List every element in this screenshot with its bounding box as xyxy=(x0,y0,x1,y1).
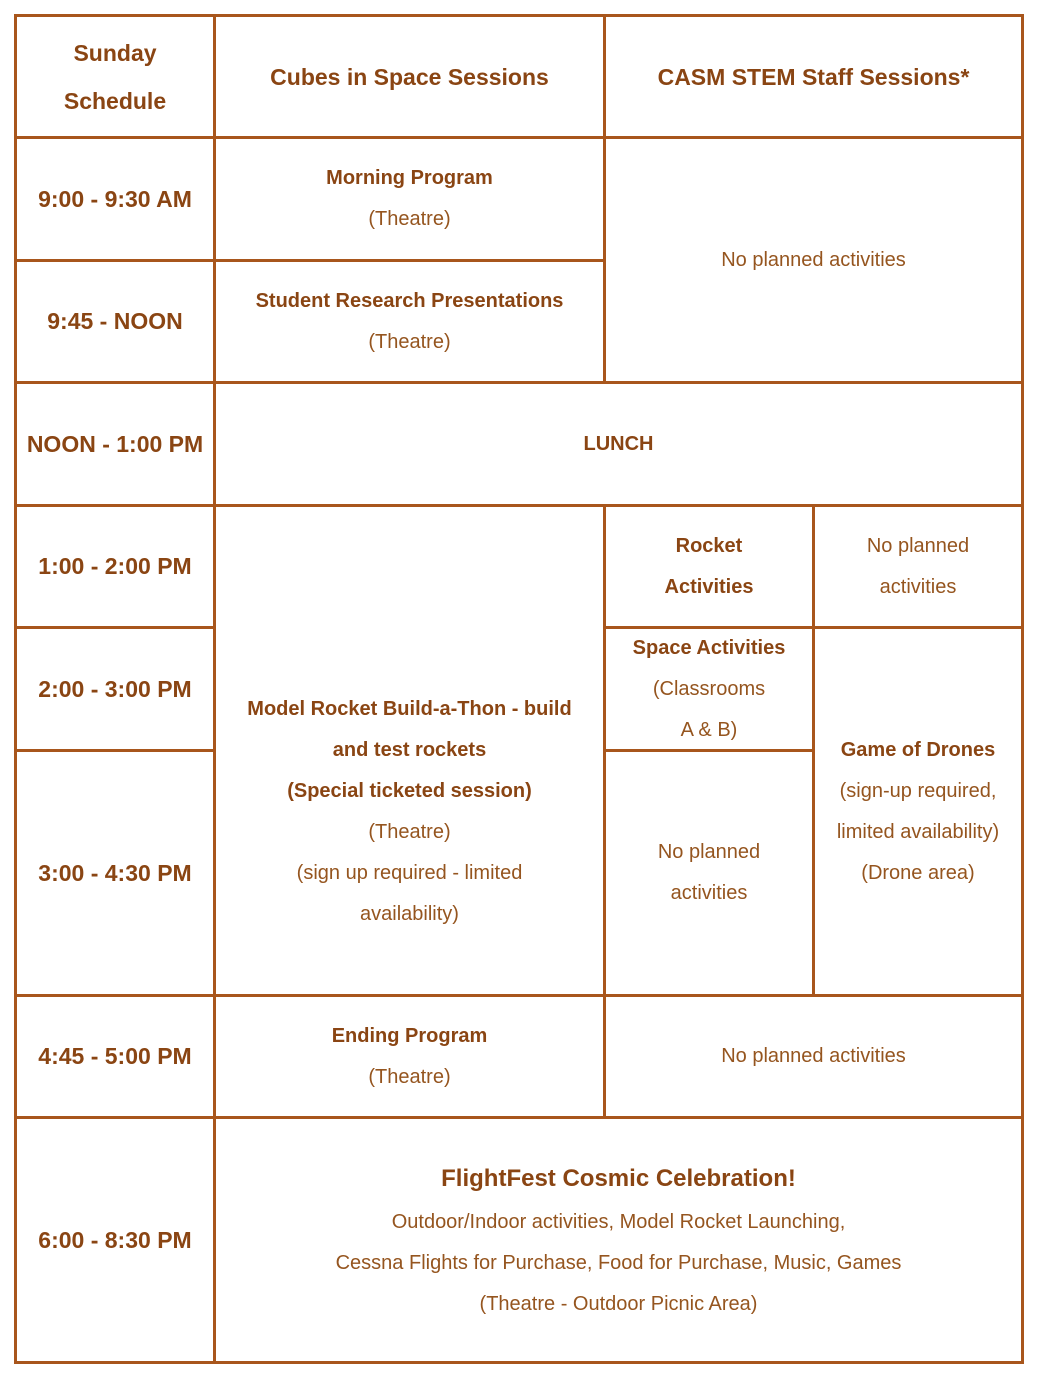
cell-flightfest xyxy=(216,1119,1021,1361)
no-planned-1pm-line-2: activities xyxy=(879,575,957,598)
cell-no-planned-3pm xyxy=(606,752,812,994)
time-600 xyxy=(17,1119,213,1361)
time-445-label: 4:45 - 5:00 PM xyxy=(38,1043,192,1069)
morning-program-location: (Theatre) xyxy=(368,208,451,230)
space-activities-location-line-1: (Classrooms xyxy=(652,677,766,700)
time-200-label: 2:00 - 3:00 PM xyxy=(38,675,192,702)
header-schedule-line-2: Schedule xyxy=(63,87,167,114)
model-rocket-title-line-1: Model Rocket Build-a-Thon - build xyxy=(247,697,572,720)
space-activities-title: Space Activities xyxy=(632,636,786,659)
time-300-label: 3:00 - 4:30 PM xyxy=(38,859,192,886)
game-of-drones-note-line-2: limited availability) xyxy=(836,820,1000,843)
no-planned-3pm-line-2: activities xyxy=(670,882,748,904)
rocket-activities-line-1: Rocket xyxy=(675,534,743,557)
time-900 xyxy=(17,139,213,259)
ending-program-location: (Theatre) xyxy=(368,1065,451,1088)
header-casm-label: CASM STEM Staff Sessions* xyxy=(657,63,970,90)
student-research-location: (Theatre) xyxy=(368,330,451,353)
header-schedule-line-1: Sunday xyxy=(73,39,157,66)
casm-no-planned-445-label: No planned activities xyxy=(721,1045,906,1067)
border-right xyxy=(1021,14,1024,1364)
cell-space-activities xyxy=(606,629,812,749)
cell-ending-program xyxy=(216,997,603,1116)
border-bottom xyxy=(14,1361,1024,1364)
time-445 xyxy=(17,997,213,1116)
header-casm-stem xyxy=(606,17,1021,136)
time-945 xyxy=(17,262,213,381)
flightfest-line-2: Cessna Flights for Purchase, Food for Purchase, Music, Games xyxy=(335,1251,902,1274)
flightfest-line-1: Outdoor/Indoor activities, Model Rocket Launching, xyxy=(391,1210,846,1233)
game-of-drones-note-line-1: (sign-up required, xyxy=(839,779,997,802)
cell-model-rocket-build-a-thon xyxy=(216,629,603,994)
time-noon xyxy=(17,384,213,504)
cell-no-planned-1pm xyxy=(815,507,1021,626)
model-rocket-note-line-2: availability) xyxy=(360,902,459,925)
flightfest-line-3: (Theatre - Outdoor Picnic Area) xyxy=(479,1292,758,1315)
rocket-activities-line-2: Activities xyxy=(664,575,754,598)
time-945-label: 9:45 - NOON xyxy=(47,308,183,334)
student-research-title: Student Research Presentations xyxy=(255,289,564,312)
morning-program-title: Morning Program xyxy=(326,167,493,189)
lunch-label: LUNCH xyxy=(583,432,654,455)
model-rocket-special: (Special ticketed session) xyxy=(287,779,532,802)
model-rocket-location: (Theatre) xyxy=(368,820,451,843)
header-cubes-in-space xyxy=(216,17,603,136)
game-of-drones-title: Game of Drones xyxy=(840,738,996,761)
no-planned-3pm-line-1: No planned xyxy=(657,841,761,863)
model-rocket-title-line-2: and test rockets xyxy=(332,738,487,761)
sunday-schedule-table xyxy=(14,14,1024,1364)
cell-student-research xyxy=(216,262,603,381)
time-noon-label: NOON - 1:00 PM xyxy=(26,430,204,457)
model-rocket-note-line-1: (sign up required - limited xyxy=(296,861,523,884)
cell-casm-no-planned-445 xyxy=(606,997,1021,1116)
time-100 xyxy=(17,507,213,626)
header-sunday-schedule xyxy=(17,17,213,136)
no-planned-1pm-line-1: No planned xyxy=(866,534,970,557)
cell-rocket-activities xyxy=(606,507,812,626)
ending-program-title: Ending Program xyxy=(331,1024,488,1047)
time-300 xyxy=(17,752,213,994)
cell-morning-program xyxy=(216,139,603,259)
casm-no-planned-morning-label: No planned activities xyxy=(721,248,906,271)
time-600-label: 6:00 - 8:30 PM xyxy=(38,1226,192,1253)
time-200 xyxy=(17,629,213,749)
space-activities-location-line-2: A & B) xyxy=(680,718,738,741)
header-cubes-label: Cubes in Space Sessions xyxy=(270,63,549,90)
flightfest-title: FlightFest Cosmic Celebration! xyxy=(441,1164,796,1192)
cell-lunch xyxy=(216,384,1021,504)
cell-game-of-drones xyxy=(815,629,1021,994)
cell-casm-no-planned-morning xyxy=(606,139,1021,381)
game-of-drones-location: (Drone area) xyxy=(861,861,975,884)
time-900-label: 9:00 - 9:30 AM xyxy=(38,185,192,212)
time-100-label: 1:00 - 2:00 PM xyxy=(38,553,192,579)
